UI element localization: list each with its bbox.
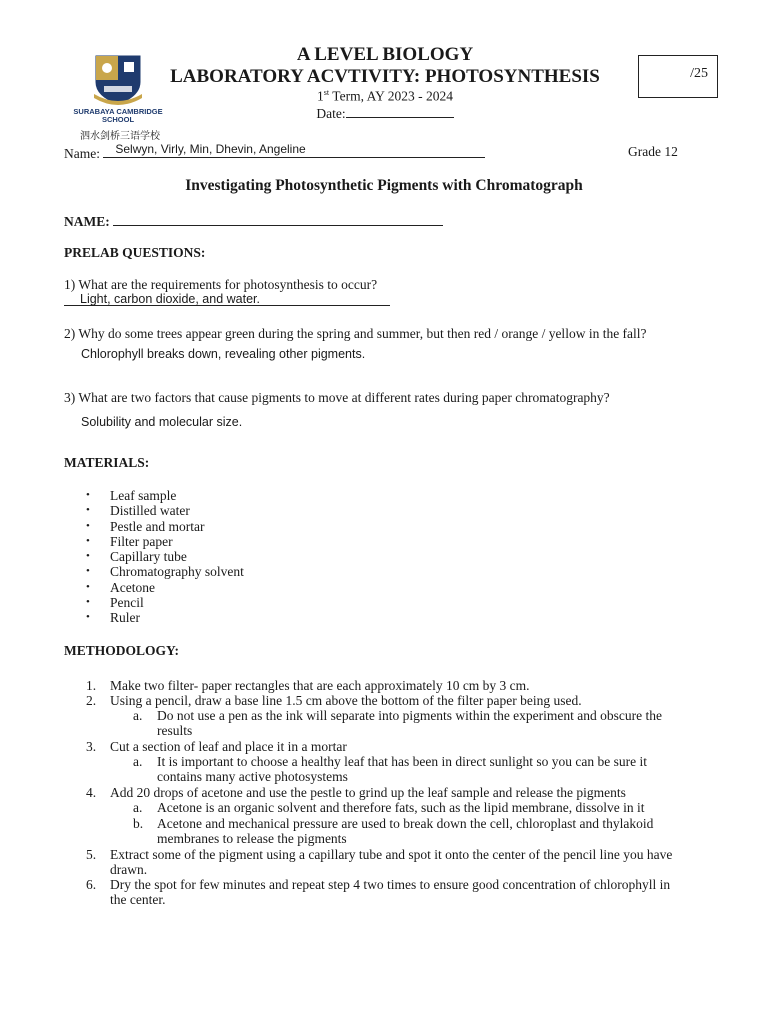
term-suffix: st [323,88,330,97]
date-field[interactable] [346,104,454,118]
step-4: Add 20 drops of acetone and use the pestle to grind up the leaf sample and release the pigments [110,785,626,800]
substep-letter: a. [133,708,143,723]
step-5-line1: Extract some of the pigment using a capillary tube and spot it onto the center of the pencil line you have [110,847,673,862]
date-label: Date: [316,106,346,121]
school-name-chinese: 泗水剑桥三语学校 [80,131,160,142]
step-2a-line2: results [157,723,193,738]
student-name-row [64,144,485,162]
list-item: • Pestle and mortar [86,519,244,534]
score-box [638,55,718,98]
question-1: 1) What are the requirements for photosynthesis to occur? [64,277,378,292]
term-text: Term, AY 2023 - 2024 [329,88,453,104]
list-item: • Capillary tube [86,549,244,564]
step-number: 6. [86,877,97,892]
substep-letter: a. [133,800,143,815]
step-number: 5. [86,847,97,862]
substep-letter: b. [133,816,144,831]
question-2: 2) Why do some trees appear green during the spring and summer, but then red / orange / yellow in the fall? [64,326,647,341]
list-item: • Pencil [86,595,244,610]
step-5-line2: drawn. [110,862,148,877]
step-3a-line1: It is important to choose a healthy leaf that has been in direct sunlight so you can be sure it [157,754,647,769]
prelab-heading: PRELAB QUESTIONS: [64,245,206,260]
step-number: 1. [86,678,97,693]
step-3a-line2: contains many active photosystems [157,769,348,784]
header-term [140,88,630,105]
name-line-label: NAME: [64,214,110,229]
materials-heading: MATERIALS: [64,455,150,470]
name-field[interactable] [103,144,485,158]
step-6-line1: Dry the spot for few minutes and repeat step 4 two times to ensure good concentration of chlorophyll in [110,877,671,892]
name-line [64,212,443,230]
answer-3: Solubility and molecular size. [81,415,243,429]
step-4a: Acetone is an organic solvent and therefore fats, such as the lipid membrane, dissolve in it [157,800,645,815]
list-item: • Ruler [86,610,244,625]
step-4b-line2: membranes to release the pigments [157,831,347,846]
substep-letter: a. [133,754,143,769]
answer-1-field[interactable] [64,291,390,306]
list-item: • Filter paper [86,534,244,549]
grade-label: Grade 12 [628,144,678,159]
question-3: 3) What are two factors that cause pigments to move at different rates during paper chromatography? [64,390,610,405]
worksheet-title: Investigating Photosynthetic Pigments with Chromatograph [185,177,583,194]
header-subject: A LEVEL BIOLOGY [296,44,474,65]
list-item: • Acetone [86,580,244,595]
step-2a-line1: Do not use a pen as the ink will separate into pigments within the experiment and obscure the [157,708,662,723]
step-number: 3. [86,739,97,754]
header-date [140,104,630,122]
score-value: /25 [690,66,708,81]
name-value: Selwyn, Virly, Min, Dhevin, Angeline [115,142,306,156]
list-item: • Leaf sample [86,488,244,503]
name-label: Name: [64,146,100,161]
school-name-line2: SCHOOL [101,115,135,124]
methodology-heading: METHODOLOGY: [64,643,180,658]
step-6-line2: the center. [110,892,166,907]
list-item: • Chromatography solvent [86,564,244,579]
header-activity: LABORATORY ACVTIVITY: PHOTOSYNTHESIS [170,66,600,87]
list-item: • Distilled water [86,503,244,518]
step-number: 4. [86,785,97,800]
answer-2: Chlorophyll breaks down, revealing other pigments. [81,347,366,361]
answer-1: Light, carbon dioxide, and water. [80,292,260,306]
materials-list [86,488,244,626]
step-1: Make two filter- paper rectangles that are each approximately 10 cm by 3 cm. [110,678,530,693]
step-4b-line1: Acetone and mechanical pressure are used to break down the cell, chloroplast and thylakoid [157,816,654,831]
step-number: 2. [86,693,97,708]
name-line-field[interactable] [113,212,443,226]
term-number: 1 [317,88,324,104]
step-2: Using a pencil, draw a base line 1.5 cm above the bottom of the filter paper being used. [110,693,582,708]
step-3: Cut a section of leaf and place it in a mortar [110,739,347,754]
school-name-line1: SURABAYA CAMBRIDGE [73,107,163,116]
